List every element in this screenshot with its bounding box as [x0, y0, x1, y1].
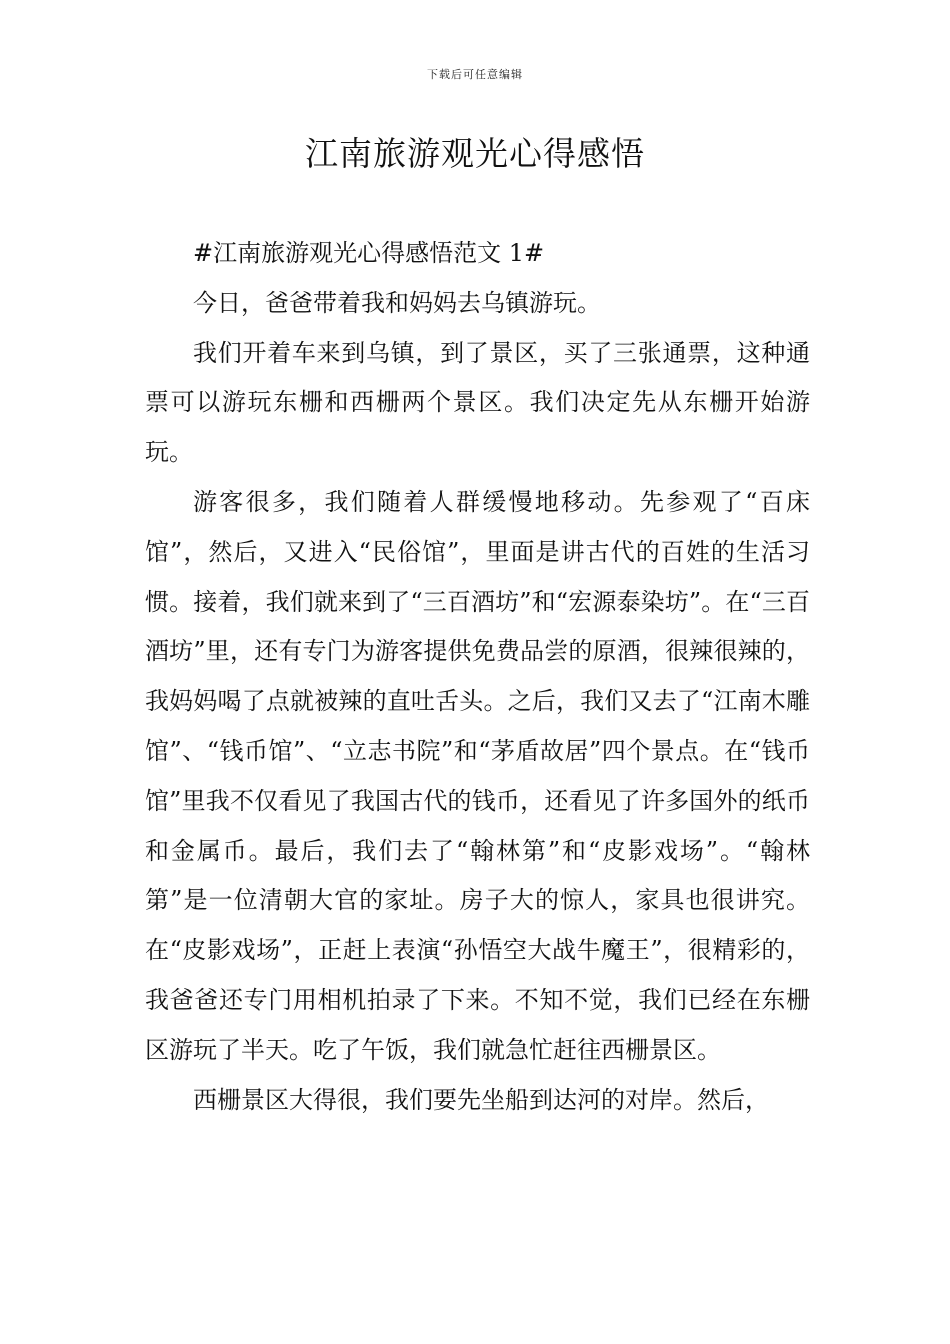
body-paragraph: 我们开着车来到乌镇，到了景区，买了三张通票，这种通票可以游玩东栅和西栅两个景区。我们决定先从东栅开始游玩。 — [145, 338, 810, 467]
body-paragraph: 西栅景区大得很，我们要先坐船到达河的对岸。然后， — [193, 1085, 769, 1114]
body-paragraph: 游客很多，我们随着人群缓慢地移动。先参观了“百床馆”，然后，又进入“民俗馆”，里面是讲古代的百姓的生活习惯。接着，我们就来到了“三百酒坊”和“宏源泰染坊”。在“三百酒坊”里，还有专门为游客提供免费品尝的原酒，很辣很辣的，我妈妈喝了点就被辣的直吐舌头。之后，我们又去了“江南木雕馆”、“钱币馆”、“立志书院”和“茅盾故居”四个景点。在“钱币馆”里我不仅看见了我国古代的钱币，还看见了许多国外的纸币和金属币。最后，我们去了“翰林第”和“皮影戏场”。“翰林第”是一位清朝大官的家址。房子大的惊人，家具也很讲究。在“皮影戏场”，正赶上表演“孙悟空大战牛魔王”，很精彩的，我爸爸还专门用相机拍录了下来。不知不觉，我们已经在东栅区游玩了半天。吃了午饭，我们就急忙赶往西栅景区。 — [145, 487, 810, 1064]
document-body — [145, 229, 810, 1125]
header-note: 下载后可任意编辑 — [427, 68, 523, 81]
body-paragraph: 今日，爸爸带着我和妈妈去乌镇游玩。 — [193, 288, 601, 317]
body-paragraph: #江南旅游观光心得感悟范文 1# — [193, 239, 545, 267]
document-title: 江南旅游观光心得感悟 — [305, 134, 645, 173]
